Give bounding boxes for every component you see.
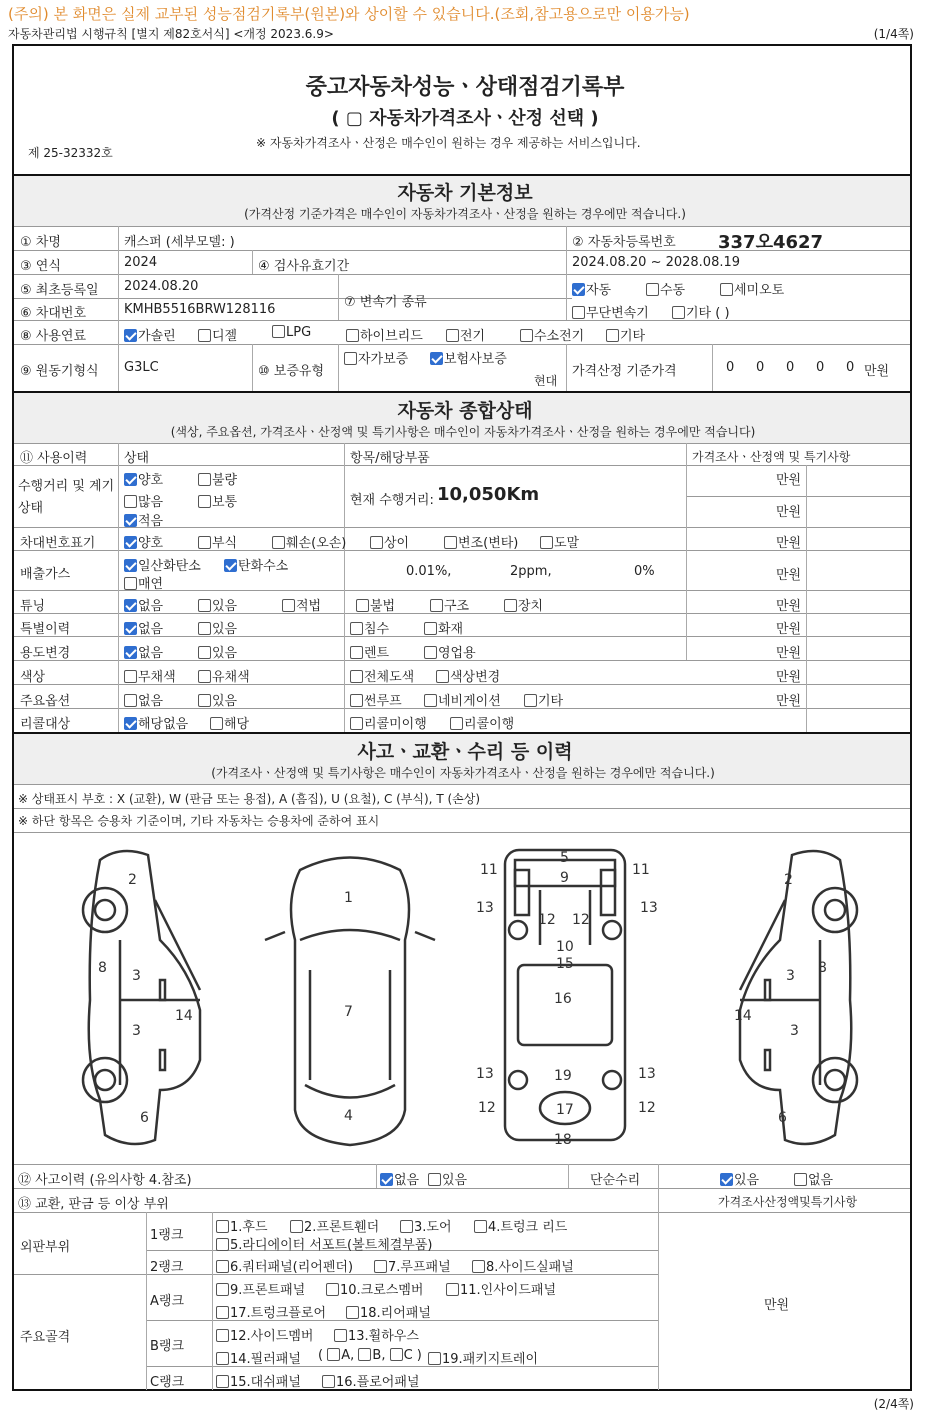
checkbox-icon: [198, 473, 211, 486]
mileage-few-option[interactable]: 적음: [124, 510, 163, 529]
part-wheel-house-option[interactable]: 13.휠하우스: [334, 1325, 419, 1344]
unit-label: 만원: [776, 646, 802, 661]
checkbox-icon: [346, 329, 359, 342]
color-change-option[interactable]: 색상변경: [436, 666, 500, 685]
firstreg-label: ⑤ 최초등록일: [20, 283, 99, 298]
checkbox-icon: [327, 1348, 340, 1361]
unit-label: 만원: [776, 473, 802, 488]
checkbox-checked-icon: [124, 717, 137, 730]
checkbox-checked-icon: [124, 599, 137, 612]
simple-yes-option[interactable]: 있음: [720, 1169, 759, 1188]
emission-co-value: 0.01%,: [406, 564, 452, 579]
checkbox-icon: [350, 694, 363, 707]
rankC-label: C랭크: [150, 1375, 185, 1390]
part-side-member-option[interactable]: 12.사이드멤버: [216, 1325, 313, 1344]
accident-note: (가격조사ㆍ산정액 및 특기사항은 매수인이 자동차가격조사ㆍ산정을 원하는 경우에만 적습니다.): [211, 766, 715, 780]
overall-col-price: 가격조사ㆍ산정액 및 특기사항: [692, 450, 851, 464]
part-trunk-floor-option[interactable]: 17.트렁크플로어: [216, 1302, 326, 1321]
vin-value: KMHB5516BRW128116: [124, 302, 276, 317]
checkbox-icon: [446, 1283, 459, 1296]
color-chromatic-option[interactable]: 유채색: [198, 666, 250, 685]
recall-label: 리콜대상: [20, 717, 71, 732]
vinmark-diff-option[interactable]: 상이: [370, 532, 409, 551]
svg-text:19: 19: [554, 1068, 572, 1084]
fuel-lpg-option[interactable]: LPG: [272, 325, 311, 340]
overall-title: 자동차 종합상태: [397, 400, 533, 422]
regulation-text: 자동차관리법 시행규칙 [별지 제82호서식] <개정 2023.6.9>: [8, 27, 334, 41]
checkbox-checked-icon: [572, 283, 585, 296]
checkbox-icon: [216, 1283, 229, 1296]
firstreg-value: 2024.08.20: [124, 279, 199, 294]
tuning-yes-option[interactable]: 있음: [198, 595, 237, 614]
part-hood-option[interactable]: 1.후드: [216, 1216, 268, 1235]
checkbox-icon: [472, 1260, 485, 1273]
checkbox-icon: [540, 536, 553, 549]
checkbox-icon: [350, 717, 363, 730]
mileage-text: 현재 수행거리:: [350, 493, 434, 508]
unit-label: 만원: [776, 670, 802, 685]
checkbox-icon: [124, 694, 137, 707]
checkbox-icon: [216, 1220, 229, 1233]
checkbox-checked-icon: [124, 536, 137, 549]
regno-label: ② 자동차등록번호: [572, 235, 676, 250]
checkbox-icon: [424, 622, 437, 635]
svg-text:11: 11: [480, 862, 498, 878]
vin-label: ⑥ 차대번호: [20, 306, 87, 321]
mileage-label: 수행거리 및 계기 상태: [18, 479, 115, 516]
svg-text:13: 13: [638, 1066, 656, 1082]
mileage-value: 10,050Km: [437, 484, 540, 505]
svg-text:2: 2: [128, 872, 137, 888]
checkbox-icon: [350, 622, 363, 635]
checkbox-icon: [290, 1220, 303, 1233]
checkbox-icon: [646, 283, 659, 296]
checkbox-icon: [504, 599, 517, 612]
emission-hc-value: 2ppm,: [510, 564, 552, 579]
checkbox-icon: [210, 717, 223, 730]
checkbox-icon: [428, 1173, 441, 1186]
car-side-left-icon: [83, 851, 200, 1144]
checkbox-checked-icon: [124, 559, 137, 572]
inspect-value: 2024.08.20 ~ 2028.08.19: [572, 255, 741, 270]
warranty-label: ⑩ 보증유형: [258, 364, 325, 379]
checkbox-icon: [216, 1260, 229, 1273]
emission-hc-option[interactable]: 탄화수소: [224, 555, 288, 574]
warranty-maker: 현대: [534, 374, 558, 388]
form-title: 중고자동차성능ㆍ상태점검기록부: [305, 75, 625, 100]
tuning-legal-option[interactable]: 적법: [282, 595, 321, 614]
checkbox-icon: [794, 1173, 807, 1186]
checkbox-icon: [428, 1352, 441, 1365]
checkbox-icon: [282, 599, 295, 612]
option-none-option[interactable]: 없음: [124, 690, 163, 709]
checkbox-icon: [198, 646, 211, 659]
tuning-structure-option[interactable]: 구조: [430, 595, 469, 614]
checkbox-checked-icon: [380, 1173, 393, 1186]
mileage-good-option[interactable]: 양호: [124, 469, 163, 488]
subtitle-note: ※ 자동차가격조사ㆍ산정은 매수인이 원하는 경우 제공하는 서비스입니다.: [256, 136, 641, 150]
car-name-value: 캐스퍼 (세부모델: ): [124, 235, 235, 250]
rankA-label: A랭크: [150, 1294, 185, 1309]
part-inside-panel-option[interactable]: 11.인사이드패널: [446, 1279, 556, 1298]
svg-text:3: 3: [790, 1023, 799, 1039]
part-door-option[interactable]: 3.도어: [400, 1216, 452, 1235]
svg-text:3: 3: [132, 968, 141, 984]
warranty-insurance-option[interactable]: 보험사보증: [430, 348, 507, 367]
special-fire-option[interactable]: 화재: [424, 618, 463, 637]
tuning-device-option[interactable]: 장치: [504, 595, 543, 614]
fuel-hydrogen-option[interactable]: 수소전기: [520, 325, 584, 344]
vinmark-smear-option[interactable]: 도말: [540, 532, 579, 551]
emission-smoke-value: 0%: [634, 564, 655, 579]
checkbox-icon: [216, 1352, 229, 1365]
trans-auto-option[interactable]: 자동: [572, 279, 611, 298]
svg-text:12: 12: [572, 912, 590, 928]
page-indicator-bottom: (2/4쪽): [873, 1397, 914, 1411]
part-trunk-lid-option[interactable]: 4.트렁크 리드: [474, 1216, 567, 1235]
unit-label: 만원: [776, 505, 802, 520]
checkbox-icon: [446, 329, 459, 342]
checkbox-icon: [198, 694, 211, 707]
special-flood-option[interactable]: 침수: [350, 618, 389, 637]
fuel-hybrid-option[interactable]: 하이브리드: [346, 325, 423, 344]
part-front-panel-option[interactable]: 9.프론트패널: [216, 1279, 305, 1298]
purpose-business-option[interactable]: 영업용: [424, 642, 476, 661]
special-yes-option[interactable]: 있음: [198, 618, 237, 637]
vinmark-damage-option[interactable]: 훼손(오손): [272, 532, 346, 551]
checkbox-icon: [436, 670, 449, 683]
part-roof-panel-option[interactable]: 7.루프패널: [374, 1256, 451, 1275]
vinmark-corrosion-option[interactable]: 부식: [198, 532, 237, 551]
svg-text:5: 5: [560, 850, 569, 866]
checkbox-icon: [198, 622, 211, 635]
checkbox-icon: [216, 1238, 229, 1251]
regno-value: 337오4627: [718, 232, 824, 253]
car-name-label: ① 차명: [20, 235, 61, 250]
transmission-label: ⑦ 변속기 종류: [344, 295, 427, 310]
warranty-self-option[interactable]: 자가보증: [344, 348, 408, 367]
simple-repair-label: 단순수리: [590, 1173, 641, 1188]
pillar-abc-option[interactable]: ( A, B, C ): [318, 1348, 422, 1363]
checkbox-checked-icon: [124, 473, 137, 486]
svg-text:14: 14: [175, 1008, 193, 1024]
fuel-label: ⑧ 사용연료: [20, 329, 87, 344]
svg-text:11: 11: [632, 862, 650, 878]
svg-text:17: 17: [556, 1102, 574, 1118]
checkbox-icon: [350, 670, 363, 683]
car-side-right-icon: [740, 851, 857, 1144]
svg-text:1: 1: [344, 890, 353, 906]
option-other-option[interactable]: 기타: [524, 690, 563, 709]
fuel-gasoline-option[interactable]: 가솔린: [124, 325, 176, 344]
svg-text:14: 14: [734, 1008, 752, 1024]
status-legend: ※ 상태표시 부호 : X (교환), W (판금 또는 용접), A (흠집), U (요철), C (부식), T (손상): [18, 792, 481, 806]
overall-col-state: 상태: [124, 451, 150, 466]
status-legend-note: ※ 하단 항목은 승용차 기준이며, 기타 자동차는 승용차에 준하여 표시: [18, 814, 380, 828]
overall-note: (색상, 주요옵션, 가격조사ㆍ산정액 및 특기사항은 매수인이 자동차가격조사ㆍ산정을 원하는 경우에만 적습니다): [170, 425, 756, 439]
trans-other-option[interactable]: 기타 ( ): [672, 302, 730, 321]
unit-label: 만원: [776, 599, 802, 614]
part-cross-member-option[interactable]: 10.크로스멤버: [326, 1279, 423, 1298]
unit-label: 만원: [776, 568, 802, 583]
checkbox-checked-icon: [124, 622, 137, 635]
parts-label: ⑬ 교환, 판금 등 이상 부위: [18, 1197, 169, 1212]
svg-text:2: 2: [784, 872, 793, 888]
purpose-label: 용도변경: [20, 646, 71, 661]
unit-label: 만원: [776, 694, 802, 709]
price-unit: 만원: [864, 364, 890, 379]
svg-text:18: 18: [554, 1132, 572, 1148]
year-value: 2024: [124, 255, 158, 270]
checkbox-icon: [450, 717, 463, 730]
checkbox-icon: [272, 536, 285, 549]
recall-applicable-option[interactable]: 해당: [210, 713, 249, 732]
checkbox-icon: [572, 306, 585, 319]
part-dash-panel-option[interactable]: 15.대쉬패널: [216, 1371, 301, 1390]
vinmark-good-option[interactable]: 양호: [124, 532, 163, 551]
trans-semi-option[interactable]: 세미오토: [720, 279, 784, 298]
price-digit: 0: [726, 360, 735, 375]
part-side-sill-option[interactable]: 8.사이드실패널: [472, 1256, 574, 1275]
trans-manual-option[interactable]: 수동: [646, 279, 685, 298]
checkbox-icon: [400, 1220, 413, 1233]
color-achromatic-option[interactable]: 무채색: [124, 666, 176, 685]
checkbox-icon: [124, 577, 137, 590]
purpose-none-option[interactable]: 없음: [124, 642, 163, 661]
price-label: 가격산정 기준가격: [572, 364, 677, 379]
car-damage-diagram: [60, 840, 880, 1160]
checkbox-icon: [524, 694, 537, 707]
checkbox-icon: [198, 536, 211, 549]
history-yes-option[interactable]: 있음: [428, 1169, 467, 1188]
basic-title: 자동차 기본정보: [397, 182, 533, 204]
part-floor-panel-option[interactable]: 16.플로어패널: [322, 1371, 419, 1390]
part-rear-panel-option[interactable]: 18.리어패널: [346, 1302, 431, 1321]
document-number: 제 25-32332호: [28, 146, 113, 160]
checkbox-icon: [198, 495, 211, 508]
recall-none-option[interactable]: 해당없음: [124, 713, 188, 732]
checkbox-icon: [216, 1329, 229, 1342]
recall-notdone-option[interactable]: 리콜미이행: [350, 713, 427, 732]
special-label: 특별이력: [20, 622, 71, 637]
overall-col-history: ⑪ 사용이력: [20, 451, 88, 466]
price-digit: 0: [816, 360, 825, 375]
checkbox-checked-icon: [430, 352, 443, 365]
svg-text:12: 12: [638, 1100, 656, 1116]
outer-panel-label: 외판부위: [20, 1240, 71, 1255]
history-label: ⑫ 사고이력 (유의사항 4.참조): [18, 1173, 192, 1188]
checkbox-icon: [474, 1220, 487, 1233]
engine-label: ⑨ 원동기형식: [20, 364, 99, 379]
checkbox-checked-icon: [224, 559, 237, 572]
engine-value: G3LC: [124, 360, 159, 375]
page-indicator: (1/4쪽): [873, 27, 914, 41]
checkbox-icon: [374, 1260, 387, 1273]
checkbox-icon: [520, 329, 533, 342]
unit-label: 만원: [776, 536, 802, 551]
checkbox-icon: [424, 694, 437, 707]
recall-done-option[interactable]: 리콜이행: [450, 713, 514, 732]
purpose-yes-option[interactable]: 있음: [198, 642, 237, 661]
vinmark-label: 차대번호표기: [20, 536, 96, 551]
parts-price-col: 가격조사산정액및특기사항: [718, 1195, 858, 1209]
special-none-option[interactable]: 없음: [124, 618, 163, 637]
svg-text:3: 3: [132, 1023, 141, 1039]
emission-label: 배출가스: [20, 567, 71, 582]
checkbox-checked-icon: [124, 329, 137, 342]
checkbox-icon: [444, 536, 457, 549]
checkbox-icon: [430, 599, 443, 612]
checkbox-icon: [216, 1306, 229, 1319]
checkbox-icon: [720, 283, 733, 296]
checkbox-icon: [346, 1306, 359, 1319]
svg-text:16: 16: [554, 991, 572, 1007]
checkbox-icon: [124, 670, 137, 683]
svg-text:12: 12: [538, 912, 556, 928]
svg-text:13: 13: [476, 900, 494, 916]
option-navigation-option[interactable]: 네비게이션: [424, 690, 501, 709]
checkbox-icon: [356, 599, 369, 612]
tuning-illegal-option[interactable]: 불법: [356, 595, 395, 614]
price-digit: 0: [786, 360, 795, 375]
svg-text:6: 6: [140, 1110, 149, 1126]
checkbox-checked-icon: [124, 646, 137, 659]
checkbox-icon: [198, 599, 211, 612]
svg-text:6: 6: [778, 1110, 787, 1126]
trans-cvt-option[interactable]: 무단변속기: [572, 302, 649, 321]
part-front-fender-option[interactable]: 2.프론트휀더: [290, 1216, 379, 1235]
checkbox-icon: [370, 536, 383, 549]
form-subtitle: ( ▢ 자동차가격조사ㆍ산정 선택 ): [331, 108, 599, 129]
rank1-label: 1랭크: [150, 1228, 184, 1243]
part-quarter-panel-option[interactable]: 6.쿼터패널(리어펜더): [216, 1256, 353, 1275]
color-fullpaint-option[interactable]: 전체도색: [350, 666, 414, 685]
overall-col-items: 항목/해당부품: [350, 451, 430, 466]
svg-text:8: 8: [818, 960, 827, 976]
checkbox-icon: [350, 646, 363, 659]
part-radiator-support-option[interactable]: 5.라디에이터 서포트(볼트체결부품): [216, 1234, 433, 1253]
checkbox-checked-icon: [124, 514, 137, 527]
tuning-none-option[interactable]: 없음: [124, 595, 163, 614]
fuel-other-option[interactable]: 기타: [606, 325, 645, 344]
checkbox-icon: [198, 670, 211, 683]
part-pillar-panel-option[interactable]: 14.필러패널: [216, 1348, 301, 1367]
svg-text:9: 9: [560, 870, 569, 886]
part-package-tray-option[interactable]: 19.패키지트레이: [428, 1348, 538, 1367]
unit-label: 만원: [776, 622, 802, 637]
checkbox-icon: [216, 1375, 229, 1388]
svg-text:7: 7: [344, 1004, 353, 1020]
vinmark-altered-option[interactable]: 변조(변타): [444, 532, 518, 551]
checkbox-icon: [390, 1348, 403, 1361]
fuel-electric-option[interactable]: 전기: [446, 325, 485, 344]
tuning-label: 튜닝: [20, 599, 46, 614]
checkbox-icon: [326, 1283, 339, 1296]
checkbox-checked-icon: [720, 1173, 733, 1186]
svg-text:15: 15: [556, 956, 574, 972]
svg-text:10: 10: [556, 939, 574, 955]
year-label: ③ 연식: [20, 259, 61, 274]
accident-title: 사고ㆍ교환ㆍ수리 등 이력: [357, 741, 573, 763]
rank2-label: 2랭크: [150, 1260, 184, 1275]
checkbox-icon: [344, 352, 357, 365]
option-yes-option[interactable]: 있음: [198, 690, 237, 709]
fuel-diesel-option[interactable]: 디젤: [198, 325, 237, 344]
emission-smoke-option[interactable]: 매연: [124, 573, 163, 592]
checkbox-icon: [272, 325, 285, 338]
notice-banner: (주의) 본 화면은 실제 교부된 성능점검기록부(원본)와 상이할 수 있습니다.(조회,참고용으로만 이용가능): [8, 5, 690, 23]
svg-text:12: 12: [478, 1100, 496, 1116]
purpose-rent-option[interactable]: 렌트: [350, 642, 389, 661]
mileage-many-option[interactable]: 많음: [124, 491, 163, 510]
price-digit: 0: [846, 360, 855, 375]
checkbox-icon: [334, 1329, 347, 1342]
svg-text:13: 13: [476, 1066, 494, 1082]
inspect-label: ④ 검사유효기간: [258, 259, 350, 274]
checkbox-icon: [322, 1375, 335, 1388]
basic-note: (가격산정 기준가격은 매수인이 자동차가격조사ㆍ산정을 원하는 경우에만 적습니다.): [244, 207, 686, 221]
svg-text:3: 3: [786, 968, 795, 984]
svg-text:4: 4: [344, 1108, 353, 1124]
option-label: 주요옵션: [20, 694, 71, 709]
svg-text:13: 13: [640, 900, 658, 916]
checkbox-icon: [672, 306, 685, 319]
price-digit: 0: [756, 360, 765, 375]
checkbox-icon: [124, 495, 137, 508]
mileage-bad-option[interactable]: 불량: [198, 469, 237, 488]
option-sunroof-option[interactable]: 썬루프: [350, 690, 402, 709]
main-frame-label: 주요골격: [20, 1330, 71, 1345]
simple-none-option[interactable]: 없음: [794, 1169, 833, 1188]
mileage-normal-option[interactable]: 보통: [198, 491, 237, 510]
emission-co-option[interactable]: 일산화탄소: [124, 555, 201, 574]
color-label: 색상: [20, 670, 46, 685]
checkbox-icon: [424, 646, 437, 659]
svg-text:8: 8: [98, 960, 107, 976]
unit-label: 만원: [764, 1298, 790, 1313]
history-none-option[interactable]: 없음: [380, 1169, 419, 1188]
checkbox-icon: [198, 329, 211, 342]
checkbox-icon: [358, 1348, 371, 1361]
checkbox-icon: [606, 329, 619, 342]
rankB-label: B랭크: [150, 1339, 185, 1354]
